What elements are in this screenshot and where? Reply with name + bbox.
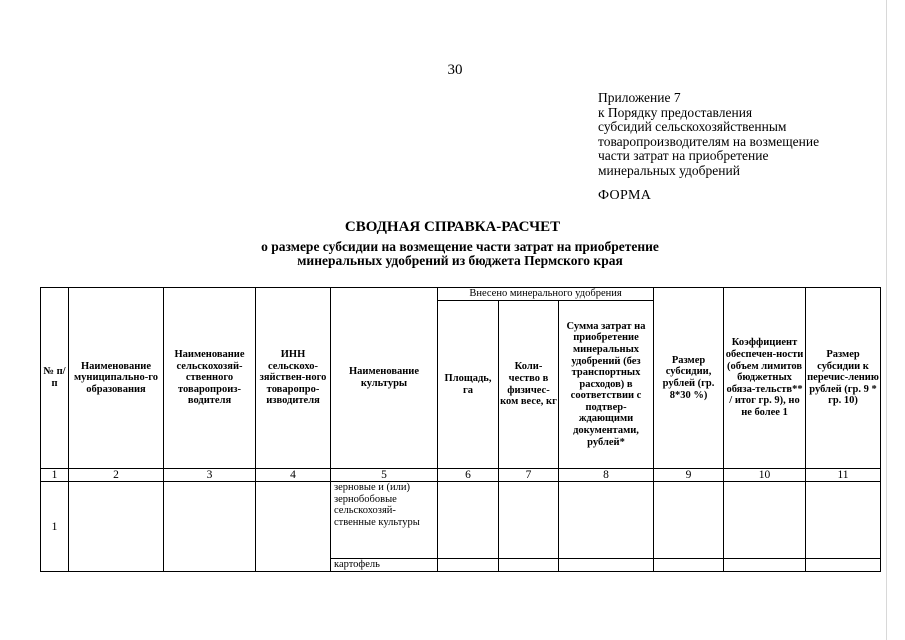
cell-crop-grain: зерновые и (или) зернобобовые сельскохозяй-ственные культуры [331, 482, 438, 559]
cell-subsidy [654, 559, 724, 572]
column-number: 7 [499, 469, 559, 482]
column-number: 10 [724, 469, 806, 482]
document-subtitle [160, 240, 760, 267]
cell-quantity [499, 482, 559, 559]
column-number: 9 [654, 469, 724, 482]
header-row-number: № п/п [41, 288, 69, 469]
column-number: 2 [69, 469, 164, 482]
appendix-line: минеральных удобрений [598, 162, 740, 178]
cell-crop-potato: картофель [331, 559, 438, 572]
column-number: 8 [559, 469, 654, 482]
header-crop-name: Наименование культуры [331, 288, 438, 469]
column-number: 5 [331, 469, 438, 482]
header-subsidy-transfer: Размер субсидии к перечис-лению рублей (гр. 9 * гр. 10) [806, 288, 881, 469]
header-subsidy-amount: Размер субсидии, рублей (гр. 8*30 %) [654, 288, 724, 469]
subsidy-calculation-table [40, 287, 881, 572]
cell-producer [164, 482, 256, 572]
header-producer-name: Наименование сельскохозяй-ственного товаропроиз-водителя [164, 288, 256, 469]
header-municipality: Наименование муниципально-го образования [69, 288, 164, 469]
column-number: 6 [438, 469, 499, 482]
header-area: Площадь, га [438, 301, 499, 469]
cell-cost-sum [559, 482, 654, 559]
header-cost-sum: Сумма затрат на приобретение минеральных удобрений (без транспортных расходов) в соответствии с подтвер-ждающими документами, рублей* [559, 301, 654, 469]
cell-inn [256, 482, 331, 572]
appendix-line: субсидий сельскохозяйственным [598, 119, 787, 135]
column-number: 1 [41, 469, 69, 482]
appendix-line: товаропроизводителям на возмещение [598, 133, 820, 149]
appendix-line: части затрат на приобретение [598, 148, 769, 164]
appendix-line: Приложение 7 [598, 90, 681, 105]
cell-coefficient [724, 559, 806, 572]
appendix-block [598, 91, 898, 179]
column-number: 3 [164, 469, 256, 482]
header-quantity: Коли-чество в физичес-ком весе, кг [499, 301, 559, 469]
column-number: 11 [806, 469, 881, 482]
cell-transfer [806, 482, 881, 559]
subtitle-line: о размере субсидии на возмещение части затрат на приобретение [261, 239, 659, 254]
cell-transfer [806, 559, 881, 572]
appendix-line: к Порядку предоставления [598, 104, 753, 120]
column-number: 4 [256, 469, 331, 482]
cell-municipality [69, 482, 164, 572]
cell-quantity [499, 559, 559, 572]
form-label: ФОРМА [598, 188, 652, 203]
cell-area [438, 482, 499, 559]
header-coefficient: Коэффициент обеспечен-ности (объем лимитов бюджетных обяза-тельств** / итог гр. 9), но не более 1 [724, 288, 806, 469]
row-index: 1 [41, 482, 69, 572]
document-title: СВОДНАЯ СПРАВКА-РАСЧЕТ [344, 219, 561, 235]
page-number: 30 [447, 62, 463, 78]
header-fertilizer-group: Внесено минерального удобрения [438, 288, 654, 301]
cell-subsidy [654, 482, 724, 559]
cell-area [438, 559, 499, 572]
cell-cost-sum [559, 559, 654, 572]
cell-coefficient [724, 482, 806, 559]
subtitle-line: минеральных удобрений из бюджета Пермского края [297, 252, 623, 268]
header-inn: ИНН сельскохо-зяйствен-ного товаропро-изводителя [256, 288, 331, 469]
